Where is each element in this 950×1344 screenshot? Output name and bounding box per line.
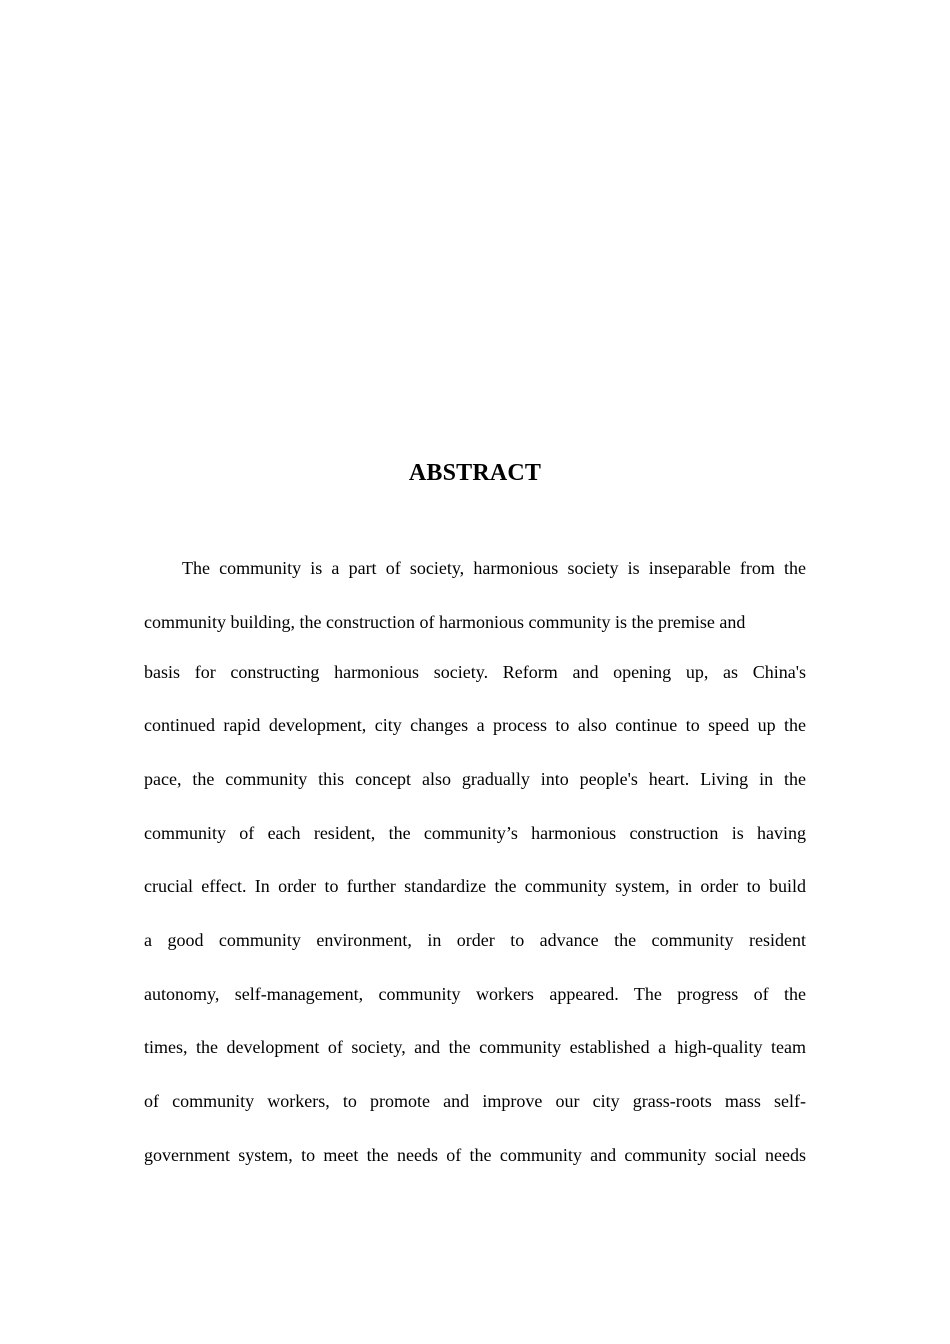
paragraph-line: crucial effect. In order to further standardize the community system, in order to build [144,876,806,896]
paragraph-line: of community workers, to promote and improve our city grass-roots mass self- [144,1091,806,1111]
paragraph-line: government system, to meet the needs of the community and community social needs [144,1145,806,1165]
paragraph-line: community of each resident, the community’s harmonious construction is having [144,823,806,843]
paragraph-line: basis for constructing harmonious society. Reform and opening up, as China's [144,662,806,682]
paragraph-line: The community is a part of society, harmonious society is inseparable from the [182,558,806,578]
paragraph-line: continued rapid development, city changes a process to also continue to speed up the [144,715,806,735]
paragraph-line: community building, the construction of harmonious community is the premise and [144,612,746,632]
paragraph-line: times, the development of society, and the community established a high-quality team [144,1037,806,1057]
paragraph-line: pace, the community this concept also gradually into people's heart. Living in the [144,769,806,789]
paragraph-line: autonomy, self-management, community workers appeared. The progress of the [144,984,806,1004]
paragraph-line: a good community environment, in order to advance the community resident [144,930,806,950]
abstract-heading: ABSTRACT [408,460,542,486]
